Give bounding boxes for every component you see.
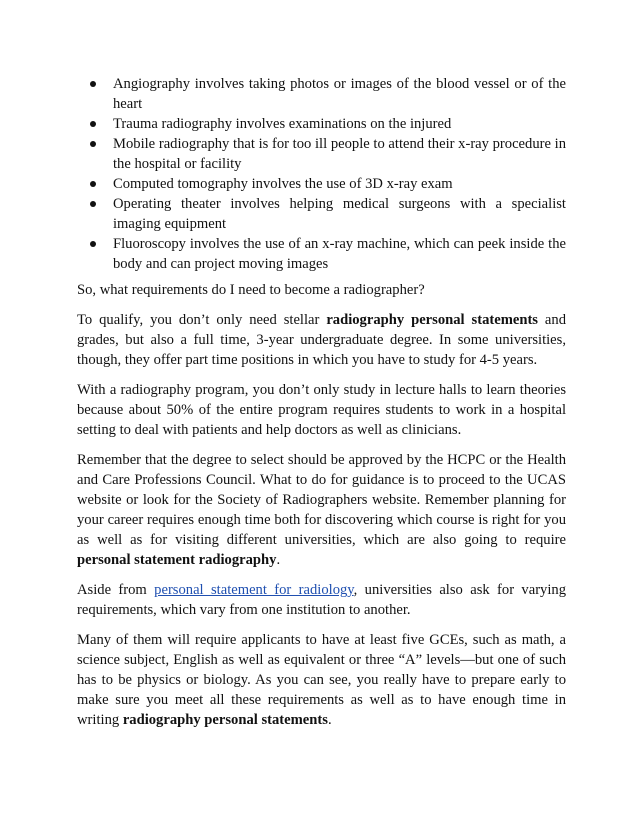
paragraph-degree: Remember that the degree to select should be approved by the HCPC or the Health and Care Professions Council. What to do for guidance is to proceed to the UCAS website or look for the Society of Radiographers website. Remember planning for your career requires enough time both for discovering which course is right for you as well as for visiting different universities, which are also going to require personal statement radiography. (77, 452, 566, 568)
bullet-icon (90, 201, 96, 207)
radiology-statement-link[interactable]: personal statement for radiology (154, 582, 354, 598)
list-item: Mobile radiography that is for too ill people to attend their x-ray procedure in the hospital or facility (77, 134, 566, 174)
bullet-icon (90, 181, 96, 187)
list-item: Angiography involves taking photos or images of the blood vessel or of the heart (77, 74, 566, 114)
bullet-icon (90, 241, 96, 247)
bullet-icon (90, 81, 96, 87)
bold-phrase: radiography personal statements (122, 712, 328, 728)
bold-phrase: personal statement radiography (77, 552, 277, 568)
paragraph-gces: Many of them will require applicants to have at least five GCEs, such as math, a science subject, English as well as equivalent or three “A” levels—but one of such has to be physics or biology. As you can see, you really have to prepare early to make sure you meet all these requirements as well as to have enough time in writing radiography personal statements. (77, 632, 566, 728)
bullet-icon (90, 141, 96, 147)
document-page (77, 74, 566, 740)
bullet-icon (90, 121, 96, 127)
paragraph-question: So, what requirements do I need to become a radiographer? (77, 282, 425, 298)
paragraph-qualify: To qualify, you don’t only need stellar radiography personal statements and grades, but also a full time, 3-year undergraduate degree. In some universities, though, they offer part time positions in which you have to study for 4-5 years. (77, 312, 566, 368)
paragraph-requirements: Aside from personal statement for radiology, universities also ask for varying requirements, which vary from one institution to another. (77, 582, 567, 618)
list-item: Fluoroscopy involves the use of an x-ray machine, which can peek inside the body and can project moving images (77, 234, 566, 274)
paragraph-program: With a radiography program, you don’t only study in lecture halls to learn theories because about 50% of the entire program requires students to work in a hospital setting to deal with patients and help doctors as well as clinicians. (77, 382, 566, 438)
list-item: Operating theater involves helping medical surgeons with a specialist imaging equipment (77, 194, 566, 234)
bullet-list (77, 74, 566, 274)
list-item: Trauma radiography involves examinations on the injured (77, 114, 566, 134)
bold-phrase: radiography personal statements (326, 312, 538, 328)
list-item: Computed tomography involves the use of 3D x-ray exam (77, 174, 566, 194)
